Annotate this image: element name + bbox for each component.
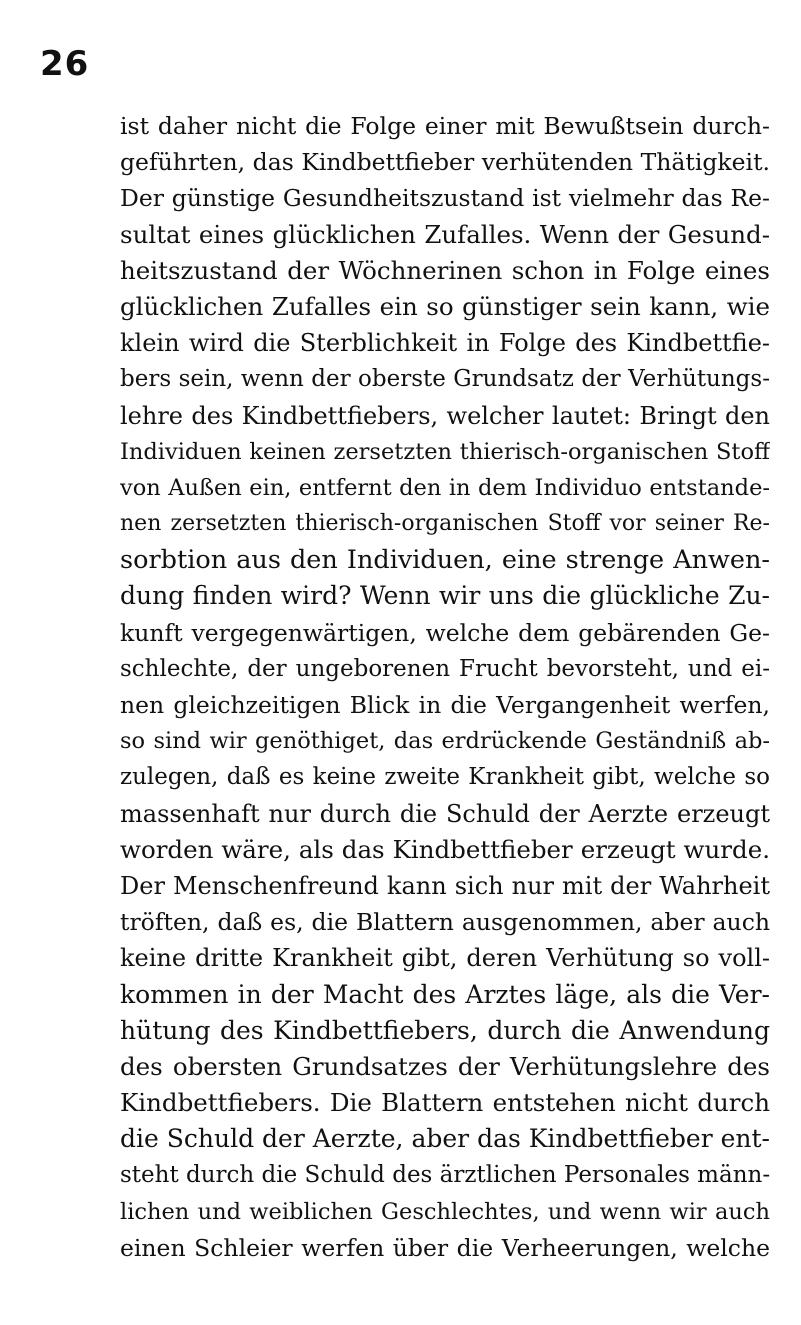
text-line: lichen und weiblichen Geschlechtes, und wenn wir auch — [120, 1198, 770, 1225]
body-text — [120, 108, 770, 1266]
text-line: worden wäre, als das Kindbettfieber erzeugt wurde. — [120, 834, 770, 864]
text-line: steht durch die Schuld des ärztlichen Personales männ- — [120, 1162, 770, 1189]
text-line: Individuen keinen zersetzten thierisch-organischen Stoff — [120, 438, 770, 465]
text-line: lehre des Kindbettfiebers, welcher lautet: Bringt den — [120, 401, 770, 430]
text-line: kunft vergegenwärtigen, welche dem gebärenden Ge- — [120, 618, 770, 647]
text-line: sultat eines glücklichen Zufalles. Wenn der Gesund- — [120, 219, 770, 249]
text-line: kommen in der Macht des Arztes läge, als die Ver- — [120, 979, 770, 1009]
text-line: Kindbettfiebers. Die Blattern entstehen nicht durch — [120, 1088, 770, 1118]
text-line: tröften, daß es, die Blattern ausgenommen, aber auch — [120, 908, 770, 937]
text-line: nen gleichzeitigen Blick in die Vergangenheit werfen, — [120, 691, 770, 719]
text-line: so sind wir genöthiget, das erdrückende Geständniß ab- — [120, 728, 770, 755]
text-line: nen zersetzten thierisch-organischen Stoff vor seiner Re- — [120, 511, 770, 537]
text-line: von Außen ein, entfernt den in dem Individuo entstande- — [120, 474, 770, 501]
text-line: Der günstige Gesundheitszustand ist vielmehr das Re- — [120, 184, 770, 213]
text-line: zulegen, daß es keine zweite Krankheit gibt, welche so — [120, 764, 770, 791]
text-line: heitszustand der Wöchnerinen schon in Folge eines — [120, 255, 770, 285]
text-line: bers sein, wenn der oberste Grundsatz der Verhütungs- — [120, 366, 770, 393]
text-line: geführten, das Kindbettfieber verhütenden Thätigkeit. — [120, 148, 770, 177]
text-line: massenhaft nur durch die Schuld der Aerzte erzeugt — [120, 799, 770, 828]
text-line: sorbtion aus den Individuen, eine strenge Anwen- — [120, 545, 770, 576]
text-line: des obersten Grundsatzes der Verhütungslehre des — [120, 1051, 770, 1081]
text-line: dung finden wird? Wenn wir uns die glückliche Zu- — [120, 581, 770, 611]
text-line: die Schuld der Aerzte, aber das Kindbettfieber ent- — [120, 1124, 770, 1154]
text-line: hütung des Kindbettfiebers, durch die Anwendung — [120, 1015, 770, 1045]
page-number: 26 — [40, 44, 90, 84]
text-line: Der Menschenfreund kann sich nur mit der Wahrheit — [120, 871, 770, 900]
text-line: glücklichen Zufalles ein so günstiger sein kann, wie — [120, 291, 770, 321]
text-line: keine dritte Krankheit gibt, deren Verhütung so voll- — [120, 944, 770, 973]
text-line: schlechte, der ungeborenen Frucht bevorsteht, und ei- — [120, 655, 770, 682]
text-line: ist daher nicht die Folge einer mit Bewußtsein durch- — [120, 112, 770, 140]
text-line: einen Schleier werfen über die Verheerungen, welche — [120, 1233, 770, 1262]
text-line: klein wird die Sterblichkeit in Folge des Kindbettfie- — [120, 329, 770, 358]
